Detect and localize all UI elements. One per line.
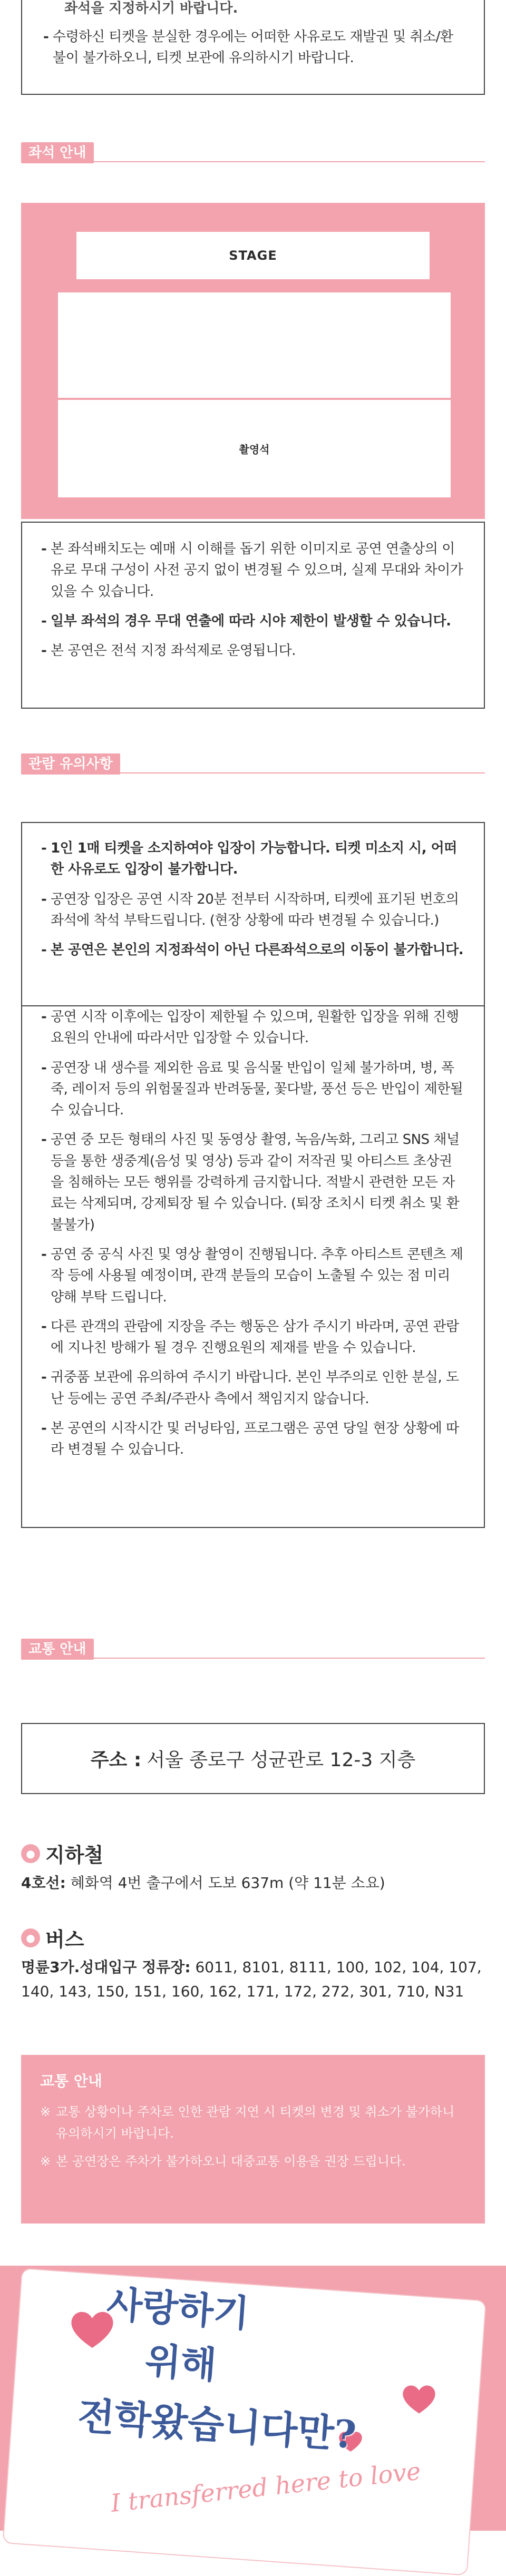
guide-notes-1 bbox=[21, 822, 485, 1006]
seat-block-label: 촬영석 bbox=[239, 443, 270, 456]
seat-section-tag bbox=[21, 142, 94, 163]
section-tag: 좌석 안내 bbox=[21, 142, 94, 163]
section-tag: 관람 유의사항 bbox=[21, 753, 120, 775]
banner-title-line: 전학왔습니다만? bbox=[76, 2393, 358, 2457]
stage-label: STAGE bbox=[229, 248, 277, 263]
guide-note: - 다른 관객의 관람에 지장을 주는 행동은 삼가 주시기 바라며, 공연 관람에 지나친 방해가 될 경우 진행요원의 제재를 받을 수 있습니다. bbox=[41, 1316, 465, 1359]
guide-section-divider bbox=[21, 772, 485, 773]
banner-title-line: 위해 bbox=[143, 2338, 218, 2387]
bus-title: ● 버스 bbox=[21, 1923, 485, 1952]
traffic-notice-box bbox=[21, 2055, 485, 2224]
guide-note: - 본 공연은 본인의 지정좌석이 아닌 다른좌석으로의 이동이 불가합니다. bbox=[41, 939, 465, 961]
section-tag: 교통 안내 bbox=[21, 1639, 94, 1660]
seat-notes bbox=[21, 522, 485, 709]
bus-info bbox=[21, 1923, 485, 2004]
seat-section-divider bbox=[21, 161, 485, 162]
seat-block-top bbox=[58, 292, 451, 398]
address-label: 주소 : bbox=[90, 1749, 142, 1771]
guide-note: - 공연 중 모든 형태의 사진 및 동영상 촬영, 녹음/녹화, 그리고 SNS 채널 등을 통한 생중계(음성 및 영상) 등과 같이 저작권 및 아티스트 초상권을 침해하는 모든 행위를 강력하게 금지합니다. 적발시 관련한 모든 자료는 삭제되며, 강제퇴장 될 수 있습니다. (퇴장 조치시 티켓 취소 및 환불불가) bbox=[41, 1129, 465, 1235]
address-value: 서울 종로구 성균관로 12-3 지층 bbox=[147, 1749, 416, 1771]
bus-detail: 명륜3가.성대입구 정류장: 6011, 8101, 8111, 100, 102, 104, 107, 140, 143, 150, 151, 160, 162, 171, 172, 272, 301, 710, N31 bbox=[21, 1958, 482, 2001]
seat-block-bottom bbox=[58, 398, 451, 497]
banner-title-line: 사랑하기 bbox=[105, 2281, 251, 2336]
transport-section-divider bbox=[21, 1658, 485, 1659]
traffic-note: ※ 본 공연장은 주차가 불가하오니 대중교통 이용을 권장 드립니다. bbox=[40, 2151, 466, 2172]
guide-note: - 공연장 내 생수를 제외한 음료 및 음식물 반입이 일체 불가하며, 병, 폭죽, 레이저 등의 위험물질과 반려동물, 꽃다발, 풍선 등은 반입이 제한될 수 있습니다. bbox=[41, 1057, 465, 1121]
traffic-title: 교통 안내 bbox=[40, 2072, 102, 2090]
guide-notes-2 bbox=[21, 1006, 485, 1528]
subway-info bbox=[21, 1839, 485, 1895]
banner-subtitle: I transferred here to love bbox=[109, 2456, 422, 2518]
guide-note: - 본 공연의 시작시간 및 러닝타임, 프로그램은 공연 당일 현장 상황에 따라 변경될 수 있습니다. bbox=[41, 1418, 465, 1461]
bus-icon: ● bbox=[21, 1928, 40, 1947]
ticket-loss-notice bbox=[21, 0, 485, 95]
transport-section-tag bbox=[21, 1639, 94, 1660]
subway-detail: 4호선: 혜화역 4번 출구에서 도보 637m (약 11분 소요) bbox=[21, 1874, 385, 1892]
address-box bbox=[21, 1723, 485, 1794]
subway-title: ● 지하철 bbox=[21, 1839, 485, 1868]
ticket-loss-bullet: - 수령하신 티켓을 분실한 경우에는 어떠한 사유로도 재발권 및 취소/환불이 불가하오니, 티켓 보관에 유의하시기 바랍니다. bbox=[43, 26, 463, 69]
top-partial-line: 좌석을 지정하시기 바랍니다. bbox=[64, 1, 238, 16]
seat-note: - 본 좌석배치도는 예매 시 이해를 돕기 위한 이미지로 공연 연출상의 이유로 무대 구성이 사전 공지 없이 변경될 수 있으며, 실제 무대와 차이가 있을 수 있습니다. bbox=[41, 538, 465, 602]
guide-note: - 1인 1매 티켓을 소지하여야 입장이 가능합니다. 티켓 미소지 시, 어떠한 사유로도 입장이 불가합니다. bbox=[41, 838, 465, 880]
stage-area bbox=[76, 232, 430, 279]
traffic-note: ※ 교통 상황이나 주차로 인한 관람 지연 시 티켓의 변경 및 취소가 불가하니 유의하시기 바랍니다. bbox=[40, 2101, 466, 2144]
guide-section-tag bbox=[21, 753, 120, 775]
guide-note: - 공연장 입장은 공연 시작 20분 전부터 시작하며, 티켓에 표기된 번호의 좌석에 착석 부탁드립니다. (현장 상황에 따라 변경될 수 있습니다.) bbox=[41, 889, 465, 932]
guide-note: - 공연 시작 이후에는 입장이 제한될 수 있으며, 원활한 입장을 위해 진행요원의 안내에 따라서만 입장할 수 있습니다. bbox=[41, 1006, 465, 1049]
guide-note: - 귀중품 보관에 유의하여 주시기 바랍니다. 본인 부주의로 인한 분실, 도난 등에는 공연 주최/주관사 측에서 책임지지 않습니다. bbox=[41, 1367, 465, 1409]
guide-note: - 공연 중 공식 사진 및 영상 촬영이 진행됩니다. 추후 아티스트 콘텐츠 제작 등에 사용될 예정이며, 관객 분들의 모습이 노출될 수 있는 점 미리 양해 부탁 드립니다. bbox=[41, 1244, 465, 1308]
seat-note: - 일부 좌석의 경우 무대 연출에 따라 시야 제한이 발생할 수 있습니다. bbox=[41, 611, 465, 632]
subway-icon: ● bbox=[21, 1844, 40, 1863]
seat-note: - 본 공연은 전석 지정 좌석제로 운영됩니다. bbox=[41, 640, 465, 661]
